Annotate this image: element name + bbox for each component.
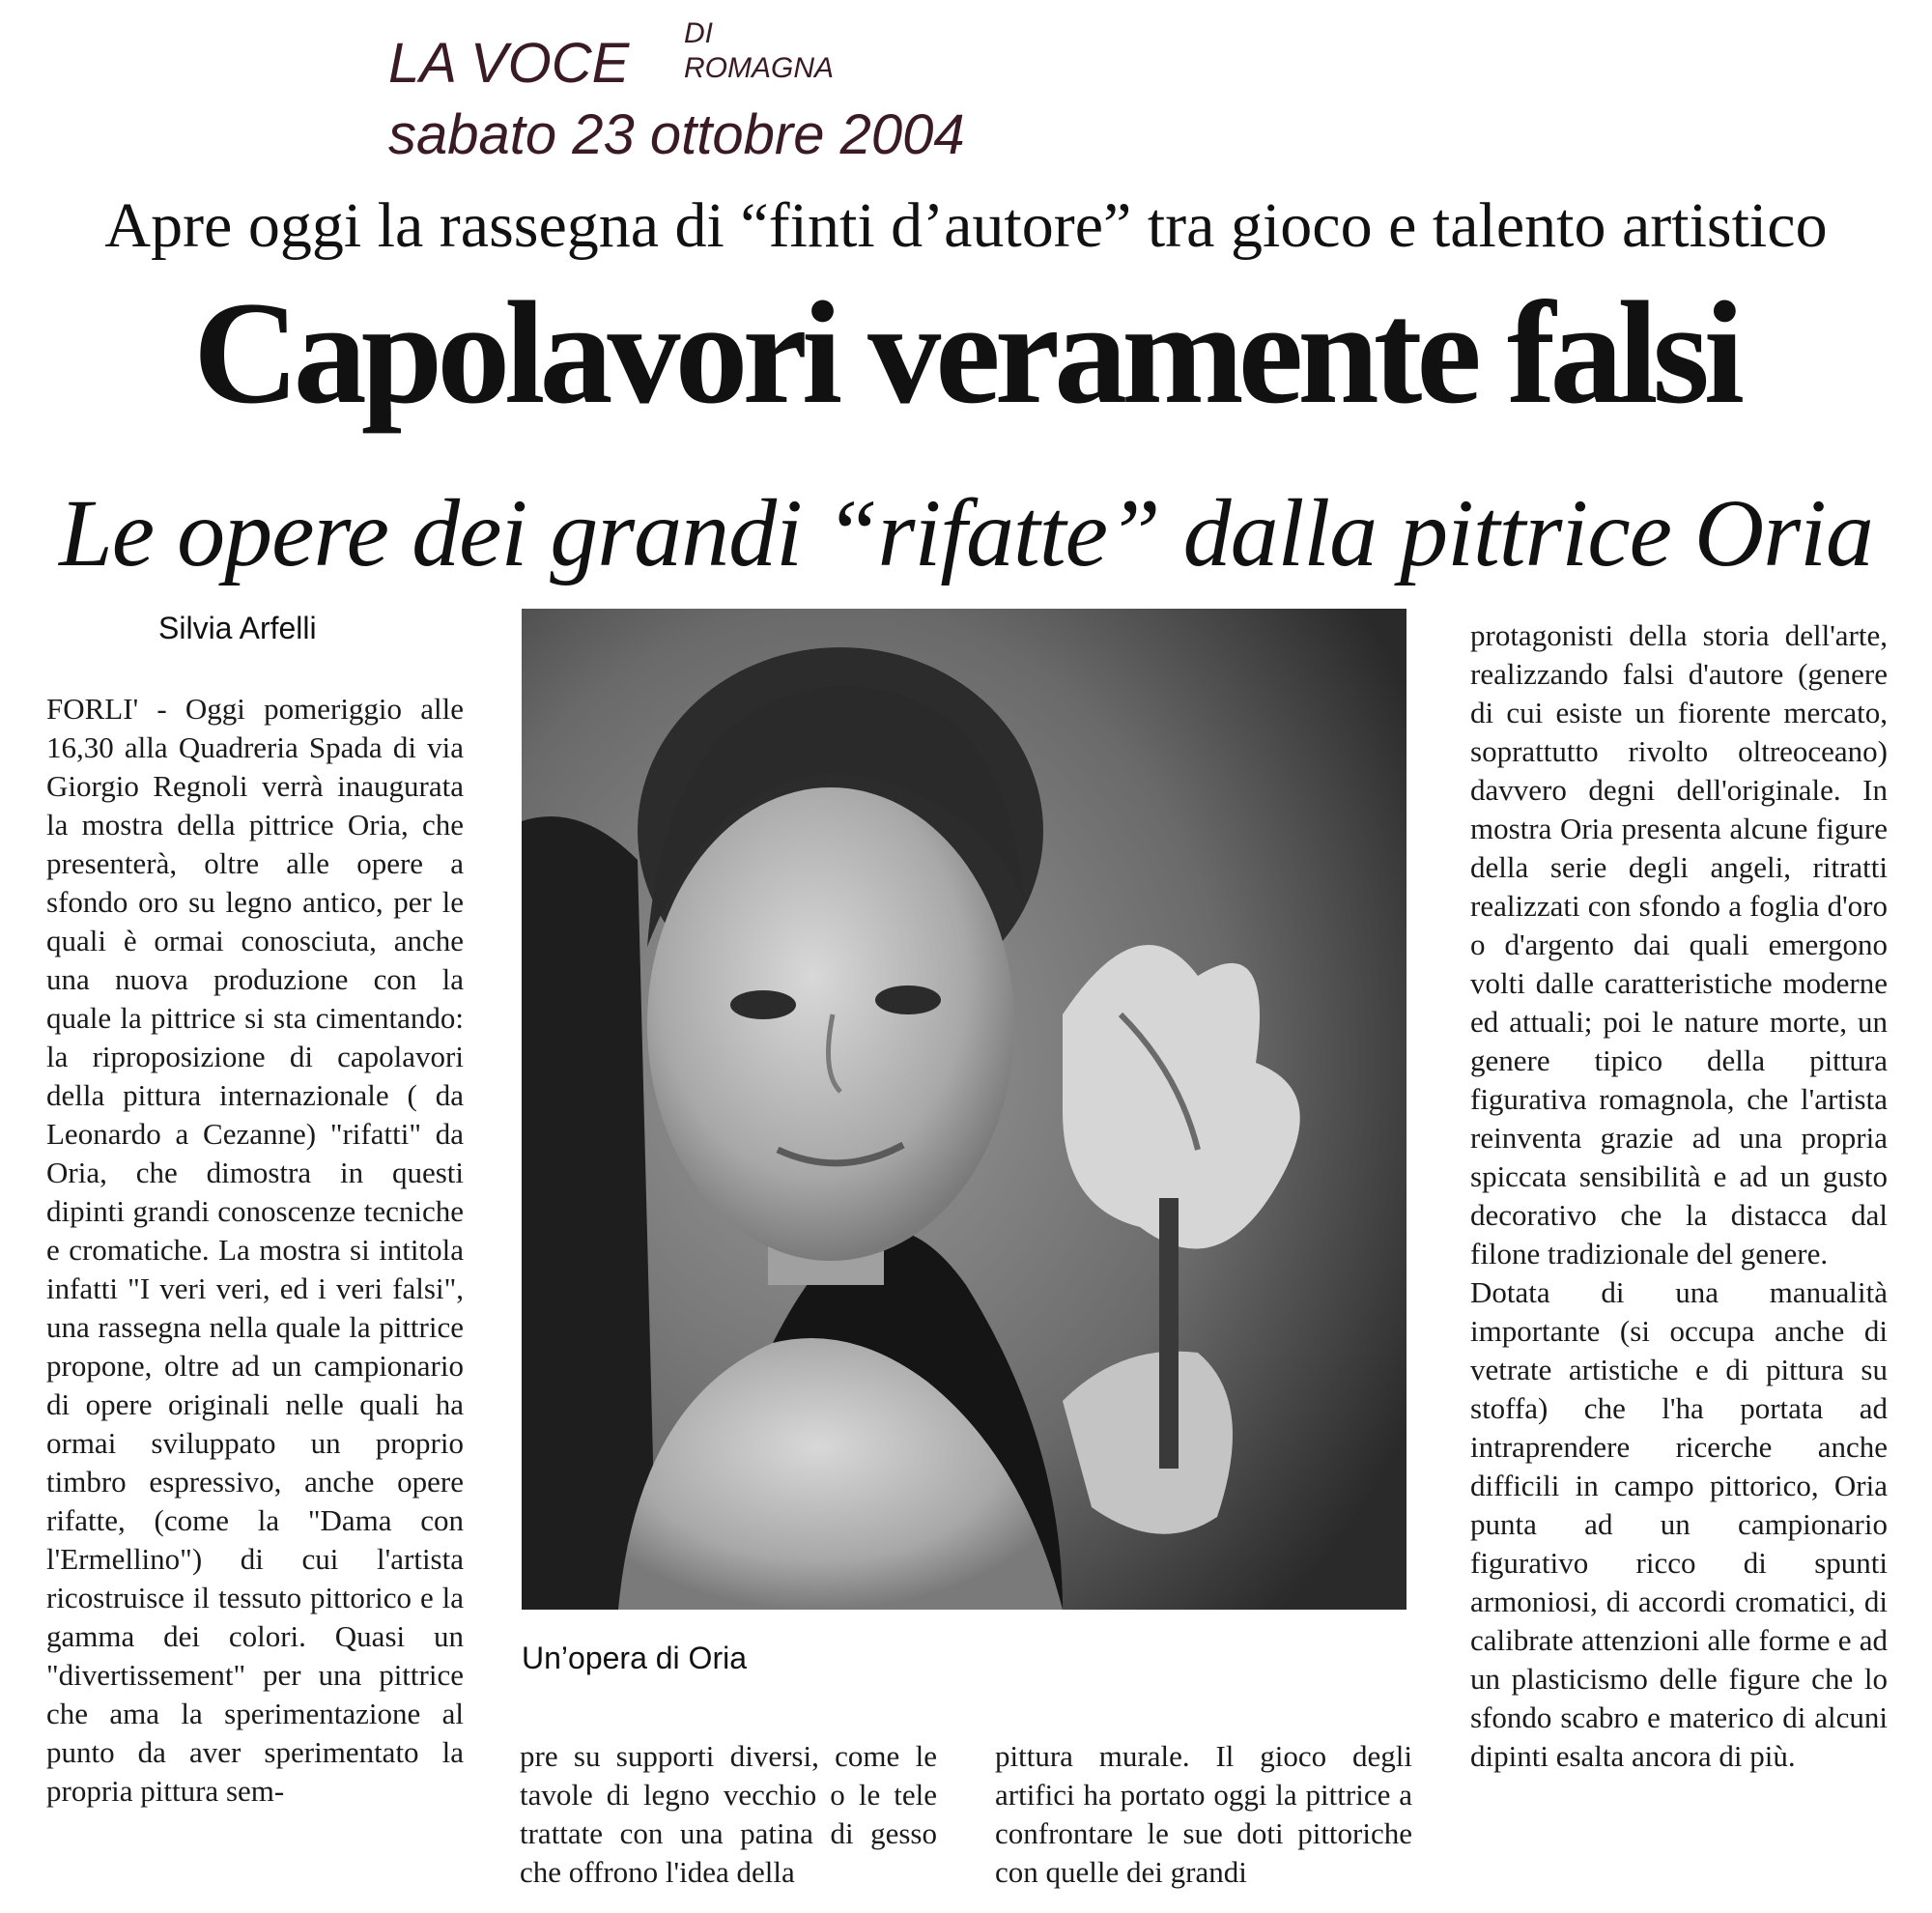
kicker: Apre oggi la rassegna di “finti d’autore” tra gioco e talento artistico xyxy=(104,190,1828,261)
newspaper-name: LA VOCE xyxy=(388,32,630,95)
headline: Capolavori veramente falsi xyxy=(192,271,1740,434)
publication-date: sabato 23 ottobre 2004 xyxy=(388,103,965,166)
article-paragraph: pre su supporti diversi, come le tavole di legno vecchio o le tele trattate con una patina di gesso che offrono l'idea della xyxy=(520,1739,937,1889)
article-column-2 xyxy=(520,1737,937,1892)
newspaper-name-di: DI xyxy=(684,17,713,49)
article-paragraph: pittura murale. Il gioco degli artifici ha portato oggi la pittrice a confrontare le sue doti pittoriche con quelle dei grandi xyxy=(995,1739,1412,1889)
article-paragraph: FORLI' - Oggi pomeriggio alle 16,30 alla Quadreria Spada di via Giorgio Regnoli verrà inaugurata la mostra della pittrice Oria, che presenterà, oltre alle opere a sfondo oro su legno antico, per le quali è ormai conosciuta, anche una nuova produzione con la quale la pittrice si sta cimentando: la riproposizione di capolavori della pittura internazionale ( da Leonardo a Cezanne) "rifatti" da Oria, che dimostra in questi dipinti grandi conoscenze tecniche e cromatiche. La mostra si intitola infatti "I veri veri, ed i veri falsi", una rassegna nella quale la pittrice propone, oltre ad un campionario di opere originali nelle quali ha ormai sviluppato un proprio timbro espressivo, anche opere rifatte, (come la "Dama con l'Ermellino") di cui l'artista ricostruisce il tessuto pittorico e la gamma dei colori. Quasi un "divertissement" per una pittrice che ama la sperimentazione al punto da aver sperimentato la propria pittura sem- xyxy=(46,692,464,1808)
article-column-4 xyxy=(1470,616,1888,1776)
article-column-3 xyxy=(995,1737,1412,1892)
article-paragraph: protagonisti della storia dell'arte, realizzando falsi d'autore (genere di cui esiste un fiorente mercato, soprattutto rivolto oltreoceano) davvero degni dell'originale. In mostra Oria presenta alcune figure della serie degli angeli, ritratti realizzati con sfondo a foglia d'oro o d'argento dai quali emergono volti dalle caratteristiche moderne ed attuali; poi le nature morte, un genere tipico della pittura figurativa romagnola, che l'artista reinventa grazie ad una propria spiccata sensibilità e ad un gusto decorativo che la distacca dal filone tradizionale del genere. xyxy=(1470,618,1888,1271)
byline: Silvia Arfelli xyxy=(158,611,317,645)
article-column-1 xyxy=(46,690,464,1811)
newspaper-name-romagna: ROMAGNA xyxy=(684,52,835,84)
article-paragraph: Dotata di una manualità importante (si occupa anche di vetrate artistiche e di pittura su stoffa) che l'ha portata ad intraprendere ricerche anche difficili in campo pittorico, Oria punta ad un campionario figurativo ricco di spunti armoniosi, di accordi cromatici, di calibrate attenzioni alle forme e ad un plasticismo delle figure che lo sfondo scabro e materico di alcuni dipinti esalta ancora di più. xyxy=(1470,1275,1888,1773)
portrait-image xyxy=(522,609,1406,1610)
portrait-illustration xyxy=(522,609,1406,1610)
subheadline: Le opere dei grandi “rifatte” dalla pittrice Oria xyxy=(59,479,1873,586)
photo-caption: Un’opera di Oria xyxy=(522,1641,747,1675)
